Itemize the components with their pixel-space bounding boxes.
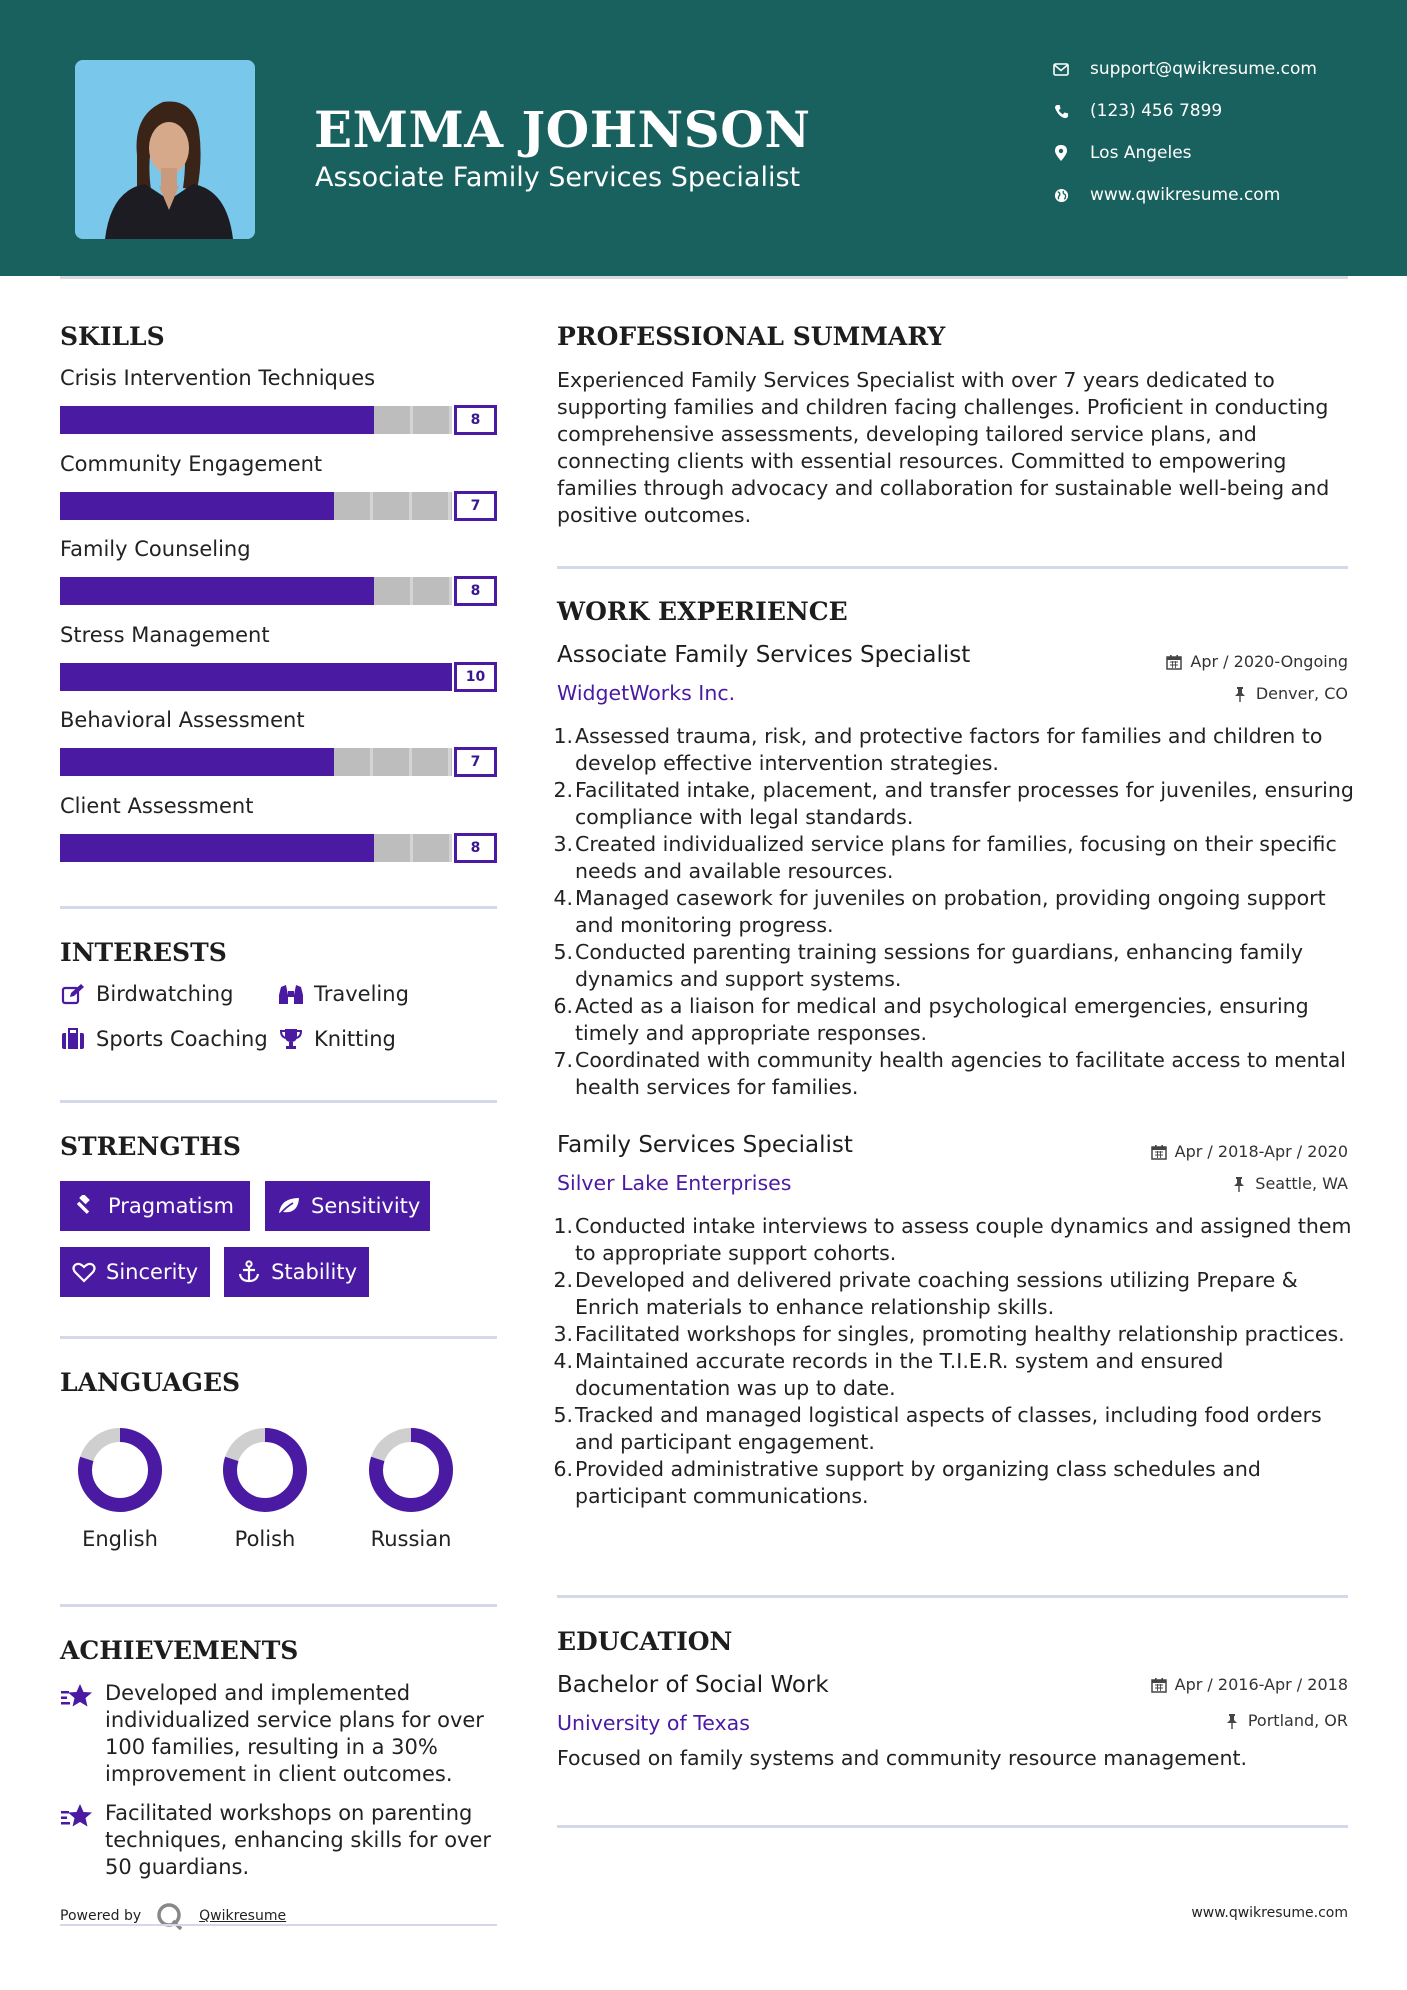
skill-bar-fill	[60, 748, 334, 776]
powered-by: Powered by Qwikresume	[60, 1902, 286, 1930]
language-name: English	[82, 1527, 158, 1551]
skill-label: Client Assessment	[60, 793, 254, 818]
duty-item: 4. Maintained accurate records in the T.I.E.R. system and ensured documentation was up to date.	[553, 1349, 1224, 1400]
job-title: Family Services Specialist	[557, 1132, 853, 1158]
section-divider	[60, 1336, 497, 1339]
skill-bar-fill	[60, 577, 374, 605]
edit-icon	[60, 982, 86, 1006]
contact-list	[1050, 48, 1317, 216]
contact-location: Los Angeles	[1050, 132, 1317, 174]
skill-score: 7	[454, 747, 497, 777]
language-item	[60, 1425, 180, 1551]
section-divider	[557, 1825, 1348, 1828]
trophy-icon	[278, 1027, 304, 1051]
star-list-icon	[60, 1682, 94, 1712]
star-list-icon	[60, 1802, 94, 1832]
degree-title: Bachelor of Social Work	[557, 1672, 829, 1698]
skill-bar-empty	[334, 748, 452, 776]
duty-item: 3. Facilitated workshops for singles, promoting healthy relationship practices.	[553, 1322, 1345, 1346]
skill-bar-fill	[60, 834, 374, 862]
phone-icon	[1050, 100, 1072, 122]
language-item	[205, 1425, 325, 1551]
duty-item: 4. Managed casework for juveniles on probation, providing ongoing support and monitoring progress.	[553, 886, 1326, 937]
summary-text: Experienced Family Services Specialist with over 7 years dedicated to supporting families and children facing challenges. Proficient in conducting comprehensive assessments, developing tailored service plans, and connecting clients with essential resources. Committed to empowering families through advocacy and collaboration for sustainable well-being and positive outcomes.	[557, 368, 1330, 527]
job-location: Seattle, WA	[1230, 1174, 1348, 1193]
company-name: WidgetWorks Inc.	[557, 681, 736, 705]
job-dates: Apr / 2018-Apr / 2020	[1150, 1142, 1348, 1161]
job-title: Associate Family Services Specialist	[557, 642, 971, 668]
skill-score: 10	[454, 662, 497, 692]
skill-bar	[60, 833, 497, 863]
section-divider	[557, 566, 1348, 569]
language-ring	[75, 1425, 165, 1515]
anchor-icon	[236, 1260, 261, 1284]
skills-title: SKILLS	[60, 322, 165, 351]
section-divider	[60, 1604, 497, 1607]
skill-bar-fill	[60, 663, 452, 691]
skill-bar	[60, 576, 497, 606]
skill-bar	[60, 491, 497, 521]
duty-item: 7. Coordinated with community health agencies to facilitate access to mental health services for families.	[553, 1048, 1346, 1099]
job-duties	[553, 1213, 1357, 1510]
school-name: University of Texas	[557, 1711, 750, 1735]
language-ring	[366, 1425, 456, 1515]
strength-chip: Stability	[224, 1247, 369, 1297]
footer-divider	[60, 1924, 497, 1926]
contact-phone[interactable]: (123) 456 7899	[1050, 90, 1317, 132]
interests-title: INTERESTS	[60, 938, 227, 967]
interest-item: Traveling	[278, 982, 409, 1006]
pushpin-icon	[1223, 1712, 1241, 1730]
duty-item: 6. Acted as a liaison for medical and psychological emergencies, ensuring timely and appropriate responses.	[553, 994, 1309, 1045]
job-duties	[553, 723, 1357, 1101]
skill-score: 7	[454, 491, 497, 521]
duty-item: 5. Tracked and managed logistical aspects of classes, including food orders and participant engagement.	[553, 1403, 1322, 1454]
map-marker-icon	[1050, 142, 1072, 164]
skill-score: 8	[454, 833, 497, 863]
duty-item: 1. Assessed trauma, risk, and protective factors for families and children to develop effective intervention strategies.	[553, 724, 1323, 775]
skill-bar	[60, 747, 497, 777]
duty-item: 6. Provided administrative support by organizing class schedules and participant communications.	[553, 1457, 1261, 1508]
strength-chip: Sincerity	[60, 1247, 210, 1297]
job-dates: Apr / 2020-Ongoing	[1165, 652, 1348, 671]
duty-item: 2. Facilitated intake, placement, and transfer processes for juveniles, ensuring compliance with legal standards.	[553, 778, 1354, 829]
candidate-role: Associate Family Services Specialist	[315, 162, 801, 193]
skill-bar	[60, 405, 497, 435]
section-divider	[60, 906, 497, 909]
heart-icon	[72, 1260, 96, 1284]
duty-item: 5. Conducted parenting training sessions for guardians, enhancing family dynamics and support systems.	[553, 940, 1303, 991]
interest-item: Sports Coaching	[60, 1027, 268, 1051]
skill-bar-fill	[60, 492, 334, 520]
qwikresume-link[interactable]: Qwikresume	[199, 1908, 287, 1924]
language-name: Russian	[370, 1527, 452, 1551]
education-location: Portland, OR	[1223, 1711, 1348, 1730]
pushpin-icon	[1231, 685, 1249, 703]
experience-title: WORK EXPERIENCE	[557, 597, 848, 626]
profile-photo	[75, 60, 255, 239]
contact-website[interactable]: www.qwikresume.com	[1050, 174, 1317, 216]
strengths-title: STRENGTHS	[60, 1132, 241, 1161]
skill-label: Behavioral Assessment	[60, 708, 305, 732]
gavel-icon	[72, 1194, 98, 1218]
summary-title: PROFESSIONAL SUMMARY	[557, 322, 946, 351]
skill-score: 8	[454, 405, 497, 435]
strength-chip: Pragmatism	[60, 1181, 250, 1231]
achievement-item: Developed and implemented individualized service plans for over 100 families, resulting in a 30% improvement in client outcomes.	[60, 1680, 500, 1788]
education-description: Focused on family systems and community resource management.	[557, 1746, 1248, 1770]
interest-item: Birdwatching	[60, 982, 233, 1006]
skill-label: Family Counseling	[60, 537, 251, 561]
header-banner	[0, 0, 1407, 276]
company-name: Silver Lake Enterprises	[557, 1171, 792, 1195]
skill-label: Crisis Intervention Techniques	[60, 366, 376, 390]
globe-icon	[1050, 184, 1072, 206]
envelope-icon	[1050, 58, 1072, 80]
language-ring	[220, 1425, 310, 1515]
calendar-icon	[1150, 1676, 1168, 1694]
candidate-name: EMMA JOHNSON	[314, 100, 811, 159]
section-divider	[557, 1595, 1348, 1598]
calendar-icon	[1165, 653, 1183, 671]
skill-bar-fill	[60, 406, 374, 434]
binoculars-icon	[278, 982, 304, 1006]
skill-score: 8	[454, 576, 497, 606]
achievement-item: Facilitated workshops on parenting techniques, enhancing skills for over 50 guardians.	[60, 1800, 500, 1881]
duty-item: 3. Created individualized service plans for families, focusing on their specific needs and available resources.	[553, 832, 1337, 883]
pushpin-icon	[1230, 1175, 1248, 1193]
calendar-icon	[1150, 1143, 1168, 1161]
skill-bar-empty	[334, 492, 452, 520]
header-underline	[60, 276, 1348, 279]
skill-bar-empty	[374, 834, 452, 862]
skill-label: Stress Management	[60, 622, 270, 647]
duty-item: 1. Conducted intake interviews to assess couple dynamics and assigned them to appropriate support cohorts.	[553, 1214, 1352, 1265]
language-item	[351, 1425, 471, 1551]
job-location: Denver, CO	[1231, 684, 1348, 703]
achievements-title: ACHIEVEMENTS	[60, 1636, 299, 1665]
duty-item: 2. Developed and delivered private coaching sessions utilizing Prepare & Enrich materials to enhance relationship skills.	[553, 1268, 1298, 1319]
education-dates: Apr / 2016-Apr / 2018	[1150, 1675, 1348, 1694]
language-name: Polish	[234, 1527, 296, 1551]
education-title: EDUCATION	[557, 1627, 733, 1656]
footer-website[interactable]: www.qwikresume.com	[1191, 1905, 1348, 1921]
skill-bar-empty	[374, 406, 452, 434]
contact-email[interactable]: support@qwikresume.com	[1050, 48, 1317, 90]
skill-bar	[60, 662, 497, 692]
interest-item: Knitting	[278, 1027, 396, 1051]
skill-label: Community Engagement	[60, 451, 323, 476]
skill-bar-empty	[374, 577, 452, 605]
section-divider	[60, 1100, 497, 1103]
strength-chip: Sensitivity	[265, 1181, 430, 1231]
briefcase-icon	[60, 1027, 86, 1051]
leaf-icon	[277, 1194, 301, 1218]
languages-title: LANGUAGES	[60, 1368, 241, 1397]
